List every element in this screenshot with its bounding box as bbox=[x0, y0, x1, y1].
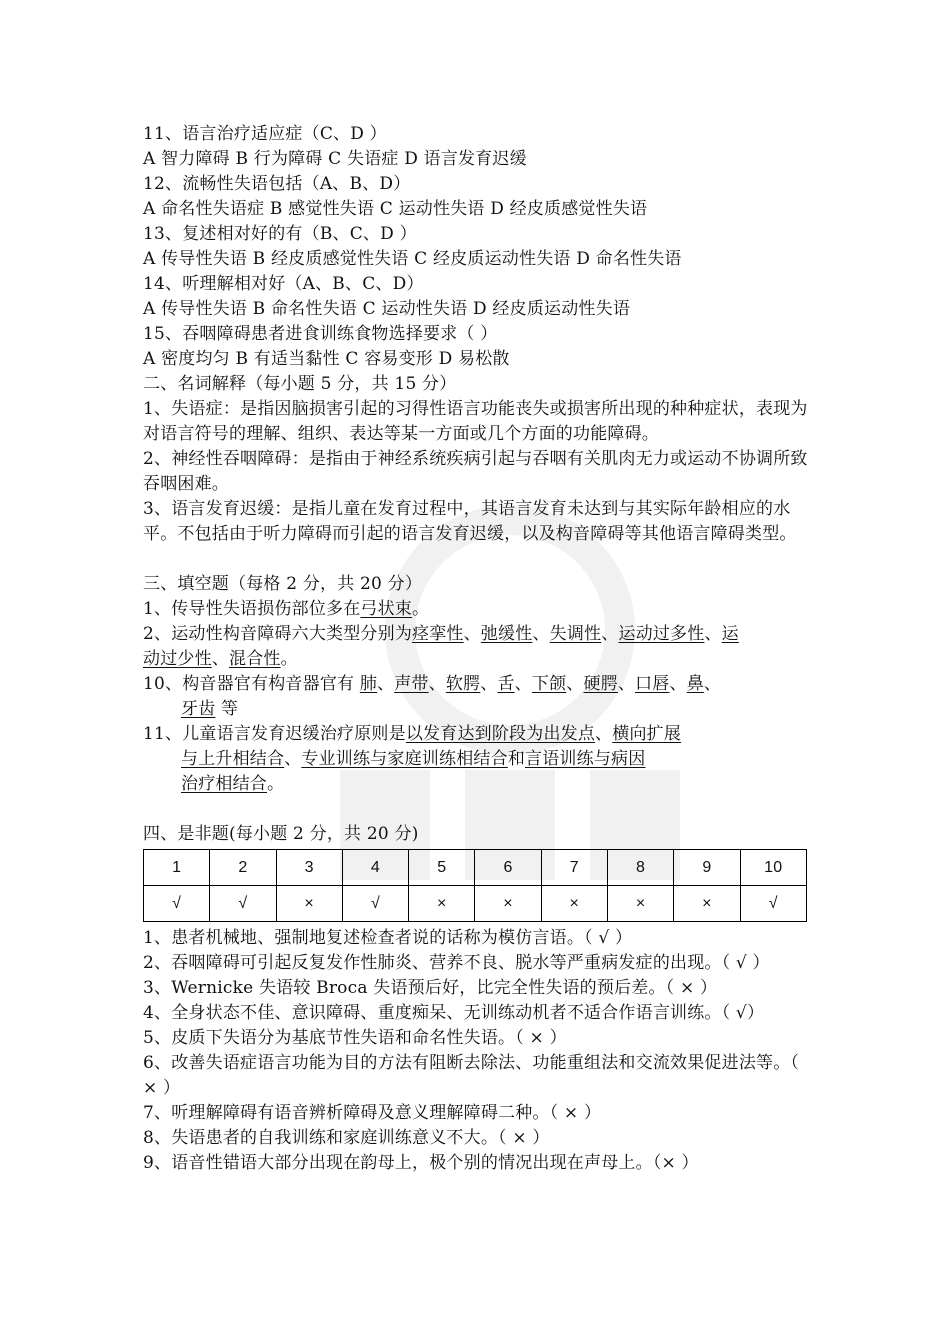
fill-q2-answer-5b: 动过少性 bbox=[143, 649, 212, 669]
fill-blank-section bbox=[143, 572, 813, 797]
answer-table-number: 8 bbox=[607, 850, 673, 886]
definition-aphasia: 1、失语症：是指因脑损害引起的习得性语言功能丧失或损害所出现的种种症状，表现为对语言符号的理解、组织、表达等某一方面或几个方面的功能障碍。 bbox=[143, 399, 808, 444]
fill-question-2: 2、运动性构音障碍六大类型分别为痉挛性、弛缓性、失调性、运动过多性、运 动过少性、混合性。 bbox=[143, 624, 739, 669]
definition-language-delay: 3、语言发育迟缓：是指儿童在发育过程中，其语言发育未达到与其实际年龄相应的水平。不包括由于听力障碍而引起的语言发育迟缓，以及构音障碍等其他语言障碍类型。 bbox=[143, 499, 797, 544]
tf-item-7: 7、听理解障碍有语音辨析障碍及意义理解障碍二种。（ × ） bbox=[143, 1103, 602, 1123]
true-false-section bbox=[143, 822, 813, 1176]
fill-q10-answer-6: 硬腭 bbox=[583, 674, 618, 694]
question-13-options: A 传导性失语 B 经皮质感觉性失语 C 经皮质运动性失语 D 命名性失语 bbox=[143, 249, 682, 269]
section-4-heading: 四、是非题(每小题 2 分，共 20 分) bbox=[143, 824, 419, 844]
fill-q11-answer-4b: 治疗相结合 bbox=[181, 774, 267, 794]
fill-question-10: 10、构音器官有构音器官有 肺、声带、软腭、舌、下颌、硬腭、口唇、鼻、 牙齿 等 bbox=[143, 674, 722, 719]
question-14-options: A 传导性失语 B 命名性失语 C 运动性失语 D 经皮质运动性失语 bbox=[143, 299, 631, 319]
question-12-options: A 命名性失语症 B 感觉性失语 C 运动性失语 D 经皮质感觉性失语 bbox=[143, 199, 648, 219]
tf-item-9: 9、语音性错语大部分出现在韵母上，极个别的情况出现在声母上。（× ） bbox=[143, 1153, 699, 1173]
answer-table-mark: √ bbox=[740, 886, 806, 922]
answer-table-number: 10 bbox=[740, 850, 806, 886]
fill-q11-answer-3: 专业训练与家庭训练相结合 bbox=[301, 749, 508, 769]
fill-q10-end: 等 bbox=[215, 699, 239, 719]
fill-q11-answer-2a: 横向扩展 bbox=[612, 724, 682, 744]
fill-q11-end: 。 bbox=[267, 774, 285, 794]
fill-q11-answer-2b: 与上升相结合 bbox=[181, 749, 285, 769]
answer-table-mark: × bbox=[607, 886, 673, 922]
fill-q2-answer-3: 失调性 bbox=[549, 624, 602, 644]
spacer bbox=[143, 797, 813, 822]
answer-table-number: 1 bbox=[144, 850, 210, 886]
answer-table-mark: × bbox=[674, 886, 740, 922]
tf-item-4: 4、全身状态不佳、意识障碍、重度痴呆、无训练动机者不适合作语言训练。（ √） bbox=[143, 1003, 765, 1023]
question-15: 15、吞咽障碍患者进食训练食物选择要求（ ） bbox=[143, 324, 498, 344]
fill-question-11: 11、儿童语言发育迟缓治疗原则是以发育达到阶段为出发点、横向扩展 与上升相结合、专业训练与家庭训练相结合和言语训练与病因 治疗相结合。 bbox=[143, 724, 682, 794]
fill-q2-answer-2: 弛缓性 bbox=[480, 624, 533, 644]
question-12: 12、流畅性失语包括（A、B、D） bbox=[143, 174, 411, 194]
answer-table-mark: √ bbox=[144, 886, 210, 922]
fill-q11-and: 和 bbox=[507, 749, 526, 769]
fill-q10-answer-1: 肺 bbox=[359, 674, 378, 694]
answer-table-number: 2 bbox=[210, 850, 276, 886]
question-11-options: A 智力障碍 B 行为障碍 C 失语症 D 语言发育迟缓 bbox=[143, 149, 527, 169]
fill-q11-answer-4a: 言语训练与病因 bbox=[525, 749, 646, 769]
section-3-heading: 三、填空题（每格 2 分，共 20 分） bbox=[143, 574, 423, 594]
fill-q10-answer-9: 牙齿 bbox=[181, 699, 216, 719]
fill-q10-text: 10、构音器官有构音器官有 bbox=[143, 674, 360, 694]
fill-q10-answer-2: 声带 bbox=[394, 674, 429, 694]
fill-q2-answer-4: 运动过多性 bbox=[618, 624, 705, 644]
fill-q11-answer-1: 以发育达到阶段为出发点 bbox=[405, 724, 596, 744]
answer-table-mark: × bbox=[541, 886, 607, 922]
fill-q1-end: 。 bbox=[412, 599, 430, 619]
question-15-options: A 密度均匀 B 有适当黏性 C 容易变形 D 易松散 bbox=[143, 349, 510, 369]
fill-q1-text: 1、传导性失语损伤部位多在 bbox=[143, 599, 361, 619]
answer-table-mark: √ bbox=[210, 886, 276, 922]
spacer bbox=[143, 547, 813, 572]
answer-table-mark: × bbox=[276, 886, 342, 922]
fill-q10-answer-4: 舌 bbox=[497, 674, 515, 694]
answer-table-numbers-row bbox=[144, 850, 807, 886]
tf-item-2: 2、吞咽障碍可引起反复发作性肺炎、营养不良、脱水等严重病发症的出现。（ √ ） bbox=[143, 953, 770, 973]
fill-question-1 bbox=[143, 597, 813, 622]
tf-item-5: 5、皮质下失语分为基底节性失语和命名性失语。（ × ） bbox=[143, 1028, 567, 1048]
question-14: 14、听理解相对好（A、B、C、D） bbox=[143, 274, 424, 294]
answer-table-number: 5 bbox=[409, 850, 475, 886]
definitions-section bbox=[143, 372, 813, 547]
multiple-choice-section bbox=[143, 122, 813, 372]
answer-table-number: 7 bbox=[541, 850, 607, 886]
fill-q10-answer-8: 鼻 bbox=[686, 674, 704, 694]
question-13: 13、复述相对好的有（B、C、D ） bbox=[143, 224, 417, 244]
answer-table-number: 4 bbox=[342, 850, 408, 886]
fill-q11-text: 11、儿童语言发育迟缓治疗原则是 bbox=[143, 724, 406, 744]
exam-content bbox=[143, 122, 813, 1176]
answer-table bbox=[143, 849, 807, 922]
fill-q2-end: 。 bbox=[280, 649, 298, 669]
fill-q1-answer: 弓状束 bbox=[360, 599, 413, 619]
answer-table-number: 3 bbox=[276, 850, 342, 886]
fill-q2-answer-1: 痉挛性 bbox=[412, 624, 464, 644]
fill-q10-answer-5: 下颌 bbox=[531, 674, 567, 694]
fill-q2-answer-6: 混合性 bbox=[229, 649, 281, 669]
tf-item-1: 1、患者机械地、强制地复述检查者说的话称为模仿言语。（ √ ） bbox=[143, 928, 633, 948]
fill-q10-answer-3: 软腭 bbox=[445, 674, 481, 694]
answer-table-mark: × bbox=[475, 886, 541, 922]
question-11: 11、语言治疗适应症（C、D ） bbox=[143, 124, 387, 144]
fill-q2-text: 2、运动性构音障碍六大类型分别为 bbox=[143, 624, 413, 644]
tf-item-3: 3、Wernicke 失语较 Broca 失语预后好，比完全性失语的预后差。（ × ） bbox=[143, 978, 718, 998]
answer-table-number: 6 bbox=[475, 850, 541, 886]
section-2-heading: 二、名词解释（每小题 5 分，共 15 分） bbox=[143, 374, 457, 394]
tf-item-6: 6、改善失语症语言功能为目的方法有阻断去除法、功能重组法和交流效果促进法等。（ × ） bbox=[143, 1053, 800, 1098]
fill-q2-answer-5a: 运 bbox=[721, 624, 739, 644]
definition-dysphagia: 2、神经性吞咽障碍：是指由于神经系统疾病引起与吞咽有关肌肉无力或运动不协调所致吞咽困难。 bbox=[143, 449, 808, 494]
answer-table-answers-row bbox=[144, 886, 807, 922]
answer-table-number: 9 bbox=[674, 850, 740, 886]
fill-q10-answer-7: 口唇 bbox=[635, 674, 670, 694]
answer-table-mark: √ bbox=[342, 886, 408, 922]
answer-table-mark: × bbox=[409, 886, 475, 922]
tf-item-8: 8、失语患者的自我训练和家庭训练意义不大。（ × ） bbox=[143, 1128, 550, 1148]
